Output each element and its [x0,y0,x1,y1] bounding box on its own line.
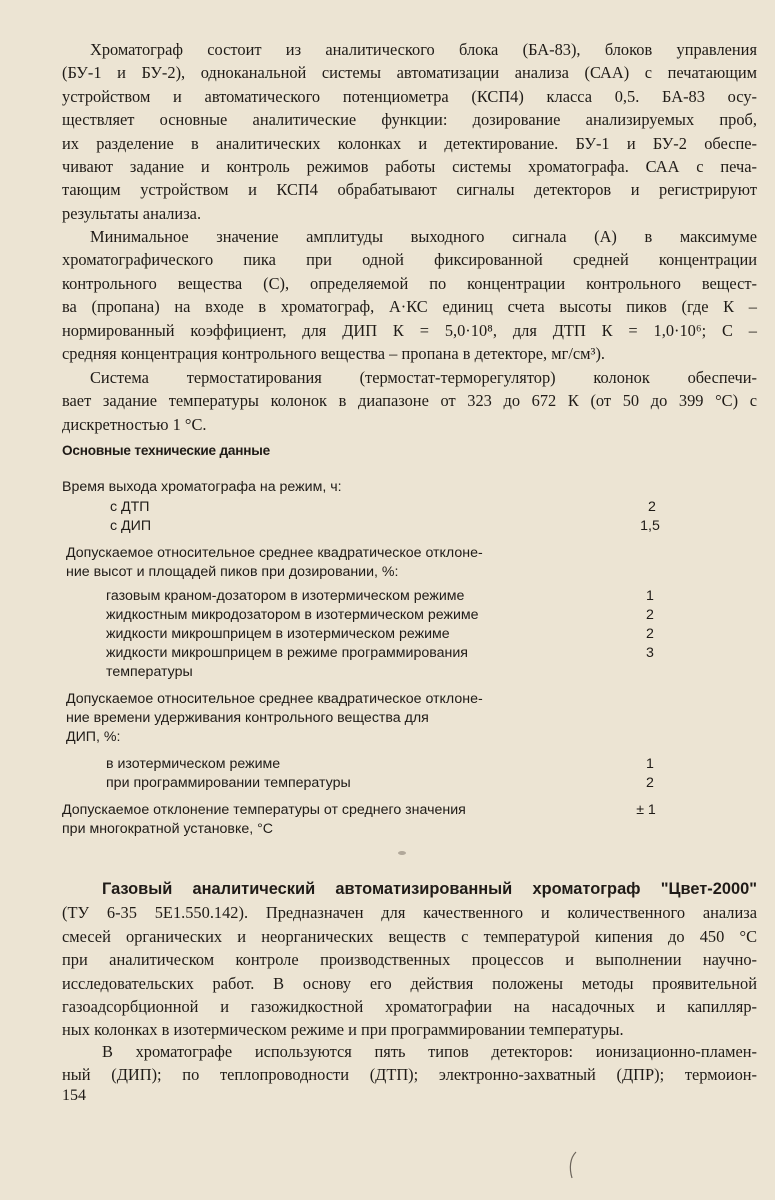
spec-warmup-dip-value: 1,5 [640,518,660,534]
paragraph-composition: Хроматограф состоит из аналитического блока (БА-83), блоков управления (БУ-1 и БУ-2), одноканальной системы автоматизации анализа (САА) с печатающим устройством и автоматического потенциометра (КСП4) класса 0,5. БА-83 осу- ществляет основные аналитические функции: дозирование анализируемых проб, их разделение в аналитических колонках и детектирование. БУ-1 и БУ-2 обеспе- чивают задание и контроль режимов работы системы хроматографа. САА с печа- тающим устройством и КСП4 обрабатывают сигналы детекторов и регистрируют результаты анализа. [62,40,757,223]
spec-dev-time-label: Допускаемое относительное среднее квадратическое отклоне- [66,691,483,707]
spec-temp-dev-label: Допускаемое отклонение температуры от среднего значения [62,802,466,818]
spec-warmup-dtp-value: 2 [648,499,656,515]
spec-dev-gas-label: газовым краном-дозатором в изотермическом режиме [106,588,465,604]
pencil-mark-icon [566,1150,580,1180]
spec-warmup-dtp-label: с ДТП [110,499,150,515]
spec-dev-time-label-2: ние времени удерживания контрольного вещества для [66,710,429,726]
paragraph-thermostat: Система термостатирования (термостат-терморегулятор) колонок обеспечи- вает задание температуры колонок в диапазоне от 323 до 672 К (от 50 до 399 °С) с дискретностью 1 °С. [62,368,757,434]
spec-dev-time-prog-value: 2 [646,775,654,791]
spec-dev-time-iso-label: в изотермическом режиме [106,756,281,772]
print-smudge [398,851,406,855]
spec-dev-height-label-2: ние высот и площадей пиков при дозировании, %: [66,564,399,580]
spec-warmup-dip-label: с ДИП [110,518,152,534]
paragraph-detectors: В хроматографе используются пять типов детекторов: ионизационно-пламен- ный (ДИП); по теплопроводности (ДТП); электронно-захватный (ДПР); термоион- [62,1042,757,1085]
spec-temp-dev-label-2: при многократной установке, °С [62,821,274,837]
spec-dev-height-label: Допускаемое относительное среднее квадратическое отклоне- [66,545,483,561]
spec-dev-gas-value: 1 [646,588,654,604]
spec-warmup-label: Время выхода хроматографа на режим, ч: [62,479,342,495]
spec-dev-time-iso-value: 1 [646,756,654,772]
product-title: Газовый аналитический автоматизированный хроматограф "Цвет-2000" [102,880,757,898]
paragraph-amplitude: Минимальное значение амплитуды выходного сигнала (А) в максимуме хроматографического пика при одной фиксированной средней концентрации контрольного вещества (С), определяемой по концентрации контрольного вещест- ва (пропана) на входе в хроматограф, А·КС единиц счета высоты пиков (где К – нормированный коэффициент, для ДИП К = 5,0·10⁸, для ДТП К = 1,0·10⁶; С – средняя концентрация контрольного вещества – пропана в детекторе, мг/см³). [62,227,757,364]
spec-dev-syringe-iso-label: жидкости микрошприцем в изотермическом режиме [106,626,450,642]
page-number: 154 [62,1087,86,1104]
paragraph-tsvet-2000: Газовый аналитический автоматизированный хроматограф "Цвет-2000" (ТУ 6-35 5Е1.550.142). Предназначен для качественного и количественного анализа смесей органических и неорганических веществ с температурой кипения до 450 °С при аналитическом контроле производственных процессов и выполнении научно- исследовательских работ. В основу его действия положены методы проявительной газоадсорбционной и газожидкостной хроматографии на насадочных и капилляр- ных колонках в изотермическом режиме и при программировании температуры. [62,880,757,1040]
spec-dev-syringe-prog-value: 3 [646,645,654,661]
spec-dev-time-prog-label: при программировании температуры [106,775,351,791]
spec-dev-syringe-prog-label-2: температуры [106,664,193,680]
spec-dev-syringe-iso-value: 2 [646,626,654,642]
spec-dev-liquid-micro-value: 2 [646,607,654,623]
section-title: Основные технические данные [62,443,271,458]
spec-dev-liquid-micro-label: жидкостным микродозатором в изотермическом режиме [106,607,479,623]
spec-dev-time-label-3: ДИП, %: [66,729,121,745]
spec-dev-syringe-prog-label: жидкости микрошприцем в режиме программирования [106,645,468,661]
spec-temp-dev-value: ± 1 [636,802,656,818]
